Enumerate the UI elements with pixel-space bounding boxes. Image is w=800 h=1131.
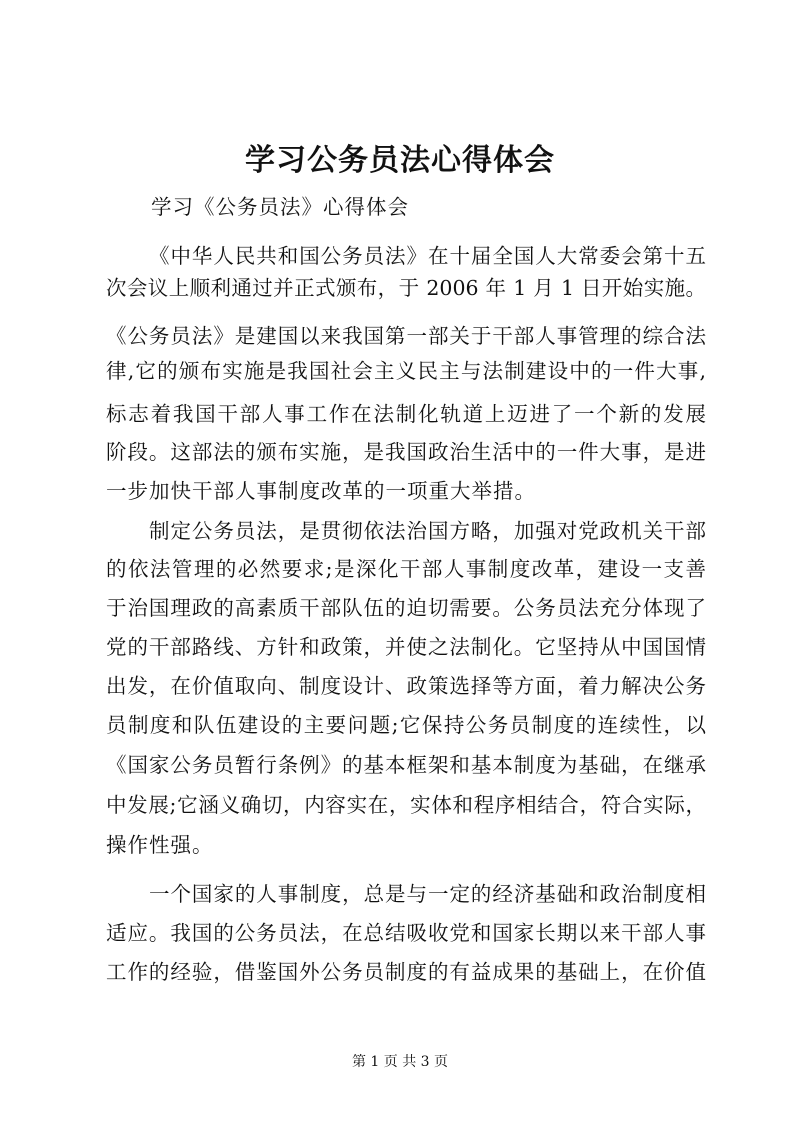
page-number-footer: 第 1 页 共 3 页	[351, 1054, 449, 1070]
body-line: 《国家公务员暂行条例》的基本框架和基本制度为基础，在继承	[106, 753, 706, 777]
body-line: 标志着我国干部人事工作在法制化轨道上迈进了一个新的发展	[106, 402, 706, 426]
body-line: 律,它的颁布实施是我国社会主义民主与法制建设中的一件大事,	[106, 359, 706, 383]
body-line: 次会议上顺利通过并正式颁布，于 2006 年 1 月 1 日开始实施。	[106, 276, 706, 300]
body-line: 《公务员法》是建国以来我国第一部关于干部人事管理的综合法	[106, 324, 706, 348]
body-line: 出发，在价值取向、制度设计、政策选择等方面，着力解决公务	[106, 674, 706, 698]
body-line: 工作的经验，借鉴国外公务员制度的有益成果的基础上，在价值	[106, 960, 706, 984]
body-line: 中发展;它涵义确切，内容实在，实体和程序相结合，符合实际，	[106, 793, 706, 817]
body-line: 一步加快干部人事制度改革的一项重大举措。	[106, 479, 536, 503]
body-line: 阶段。这部法的颁布实施，是我国政治生活中的一件大事，是进	[106, 440, 706, 464]
body-line: 于治国理政的高素质干部队伍的迫切需要。公务员法充分体现了	[106, 596, 706, 620]
body-line: 一个国家的人事制度，总是与一定的经济基础和政治制度相	[149, 882, 706, 906]
document-subtitle: 学习《公务员法》心得体会	[151, 195, 409, 219]
body-line: 适应。我国的公务员法，在总结吸收党和国家长期以来干部人事	[106, 921, 706, 945]
body-line: 制定公务员法，是贯彻依法治国方略，加强对党政机关干部	[149, 519, 706, 543]
body-line: 操作性强。	[106, 833, 214, 857]
body-line: 员制度和队伍建设的主要问题;它保持公务员制度的连续性，以	[106, 713, 706, 737]
body-line: 的依法管理的必然要求;是深化干部人事制度改革，建设一支善	[106, 557, 706, 581]
page-title: 学习公务员法心得体会	[245, 143, 555, 178]
body-line: 党的干部路线、方针和政策，并使之法制化。它坚持从中国国情	[106, 635, 706, 659]
body-line: 《中华人民共和国公务员法》在十届全国人大常委会第十五	[149, 244, 706, 268]
